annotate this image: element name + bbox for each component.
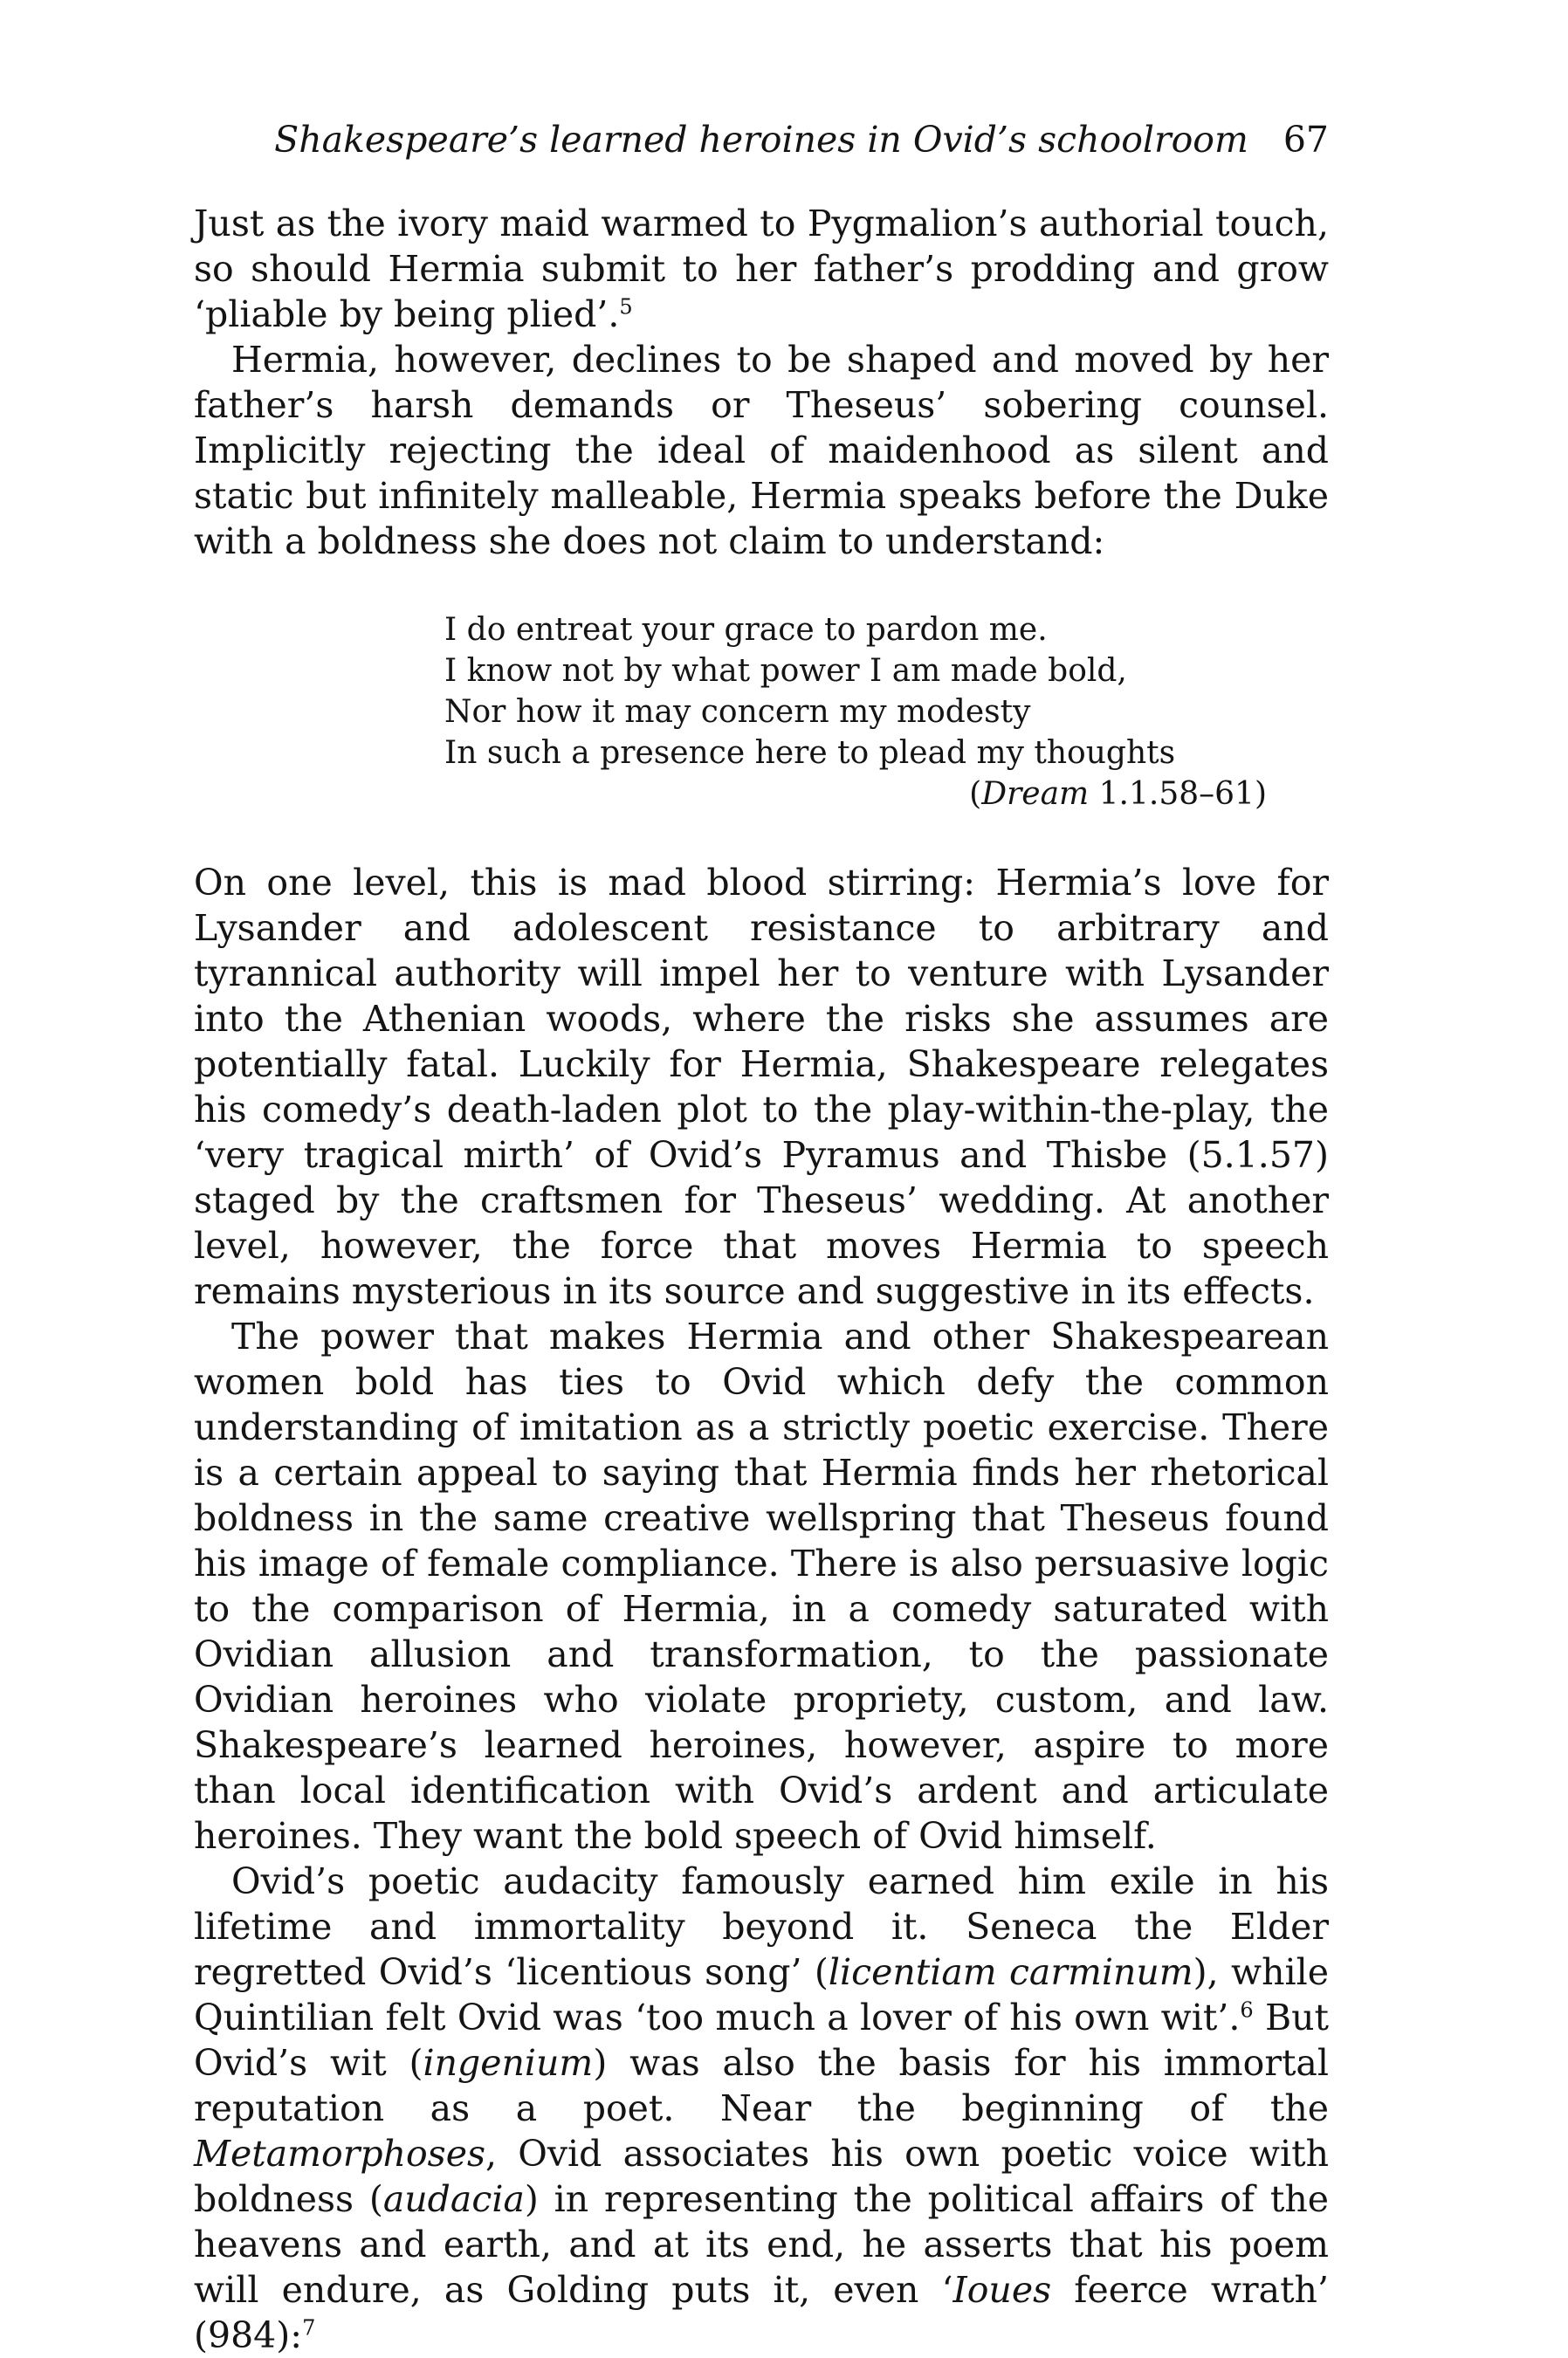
- verse-line: I do entreat your grace to pardon me.: [444, 612, 1048, 648]
- paragraph-4: The power that makes Hermia and other Shakespearean women bold has ties to Ovid which defy the common understanding of imitation as a strictly poetic exercise. There is a certain appeal to saying that Hermia finds her rhetorical boldness in the same creative wellspring that Theseus found his image of female compliance. There is also persuasive logic to the comparison of Hermia, in a comedy saturated with Ovidian allusion and transformation, to the passionate Ovidian heroines who violate propriety, custom, and law. Shakespeare’s learned heroines, however, aspire to more than local identification with Ovid’s ardent and articulate heroines. They want the bold speech of Ovid himself.: [194, 1316, 1329, 1857]
- paragraph-3: On one level, this is mad blood stirring: Hermia’s love for Lysander and adolescent resistance to arbitrary and tyrannical authority will impel her to venture with Lysander into the Athenian woods, where the risks she assumes are potentially fatal. Luckily for Hermia, Shakespeare relegates his comedy’s death-laden plot to the play-within-the-play, the ‘very tragical mirth’ of Ovid’s Pyramus and Thisbe (5.1.57) staged by the craftsmen for Theseus’ wedding. At another level, however, the force that moves Hermia to speech remains mysterious in its source and suggestive in its effects.: [194, 862, 1329, 1312]
- verse-line: Nor how it may concern my modesty: [444, 694, 1031, 730]
- verse-line: In such a presence here to plead my thoughts: [444, 735, 1176, 771]
- page: [194, 113, 1329, 2358]
- body-text: [194, 201, 1329, 2358]
- page-header: [194, 113, 1329, 166]
- paragraph-5: Ovid’s poetic audacity famously earned him exile in his lifetime and immortality beyond it. Seneca the Elder regretted Ovid’s ‘licentious song’ (licentiam carminum), while Quintilian felt Ovid was ‘too much a lover of his own wit’.$^6$ But Ovid’s wit (ingenium) was also the basis for his immortal reputation as a poet. Near the beginning of the Metamorphoses, Ovid associates his own poetic voice with boldness (audacia) in representing the political affairs of the heavens and earth, and at its end, he asserts that his poem will endure, as Golding puts it, even ‘Ioues fеerce wrath’ (984):$^7$: [194, 1860, 1329, 2356]
- quote-citation: (Dream 1.1.58–61): [969, 776, 1267, 812]
- running-head: Shakespeare’s learned heroines in Ovid’s schoolroom: [274, 119, 1248, 161]
- page-number: 67: [1283, 119, 1329, 161]
- footnote-ref-6: 6: [1240, 1997, 1254, 2023]
- footnote-ref-7: 7: [302, 2315, 316, 2341]
- paragraph-1: Just as the ivory maid warmed to Pygmalion’s authorial touch, so should Hermia submit to her father’s prodding and grow ‘pliable by being plied’.$^5$: [194, 203, 1329, 335]
- block-quote: [444, 609, 1267, 815]
- verse-line: I know not by what power I am made bold,: [444, 653, 1127, 689]
- footnote-ref-5: 5: [619, 294, 633, 320]
- paragraph-2: Hermia, however, declines to be shaped and moved by her father’s harsh demands or Theseus’ sobering counsel. Implicitly rejecting the ideal of maidenhood as silent and static but infinitely malleable, Hermia speaks before the Duke with a boldness she does not claim to understand:: [194, 339, 1329, 562]
